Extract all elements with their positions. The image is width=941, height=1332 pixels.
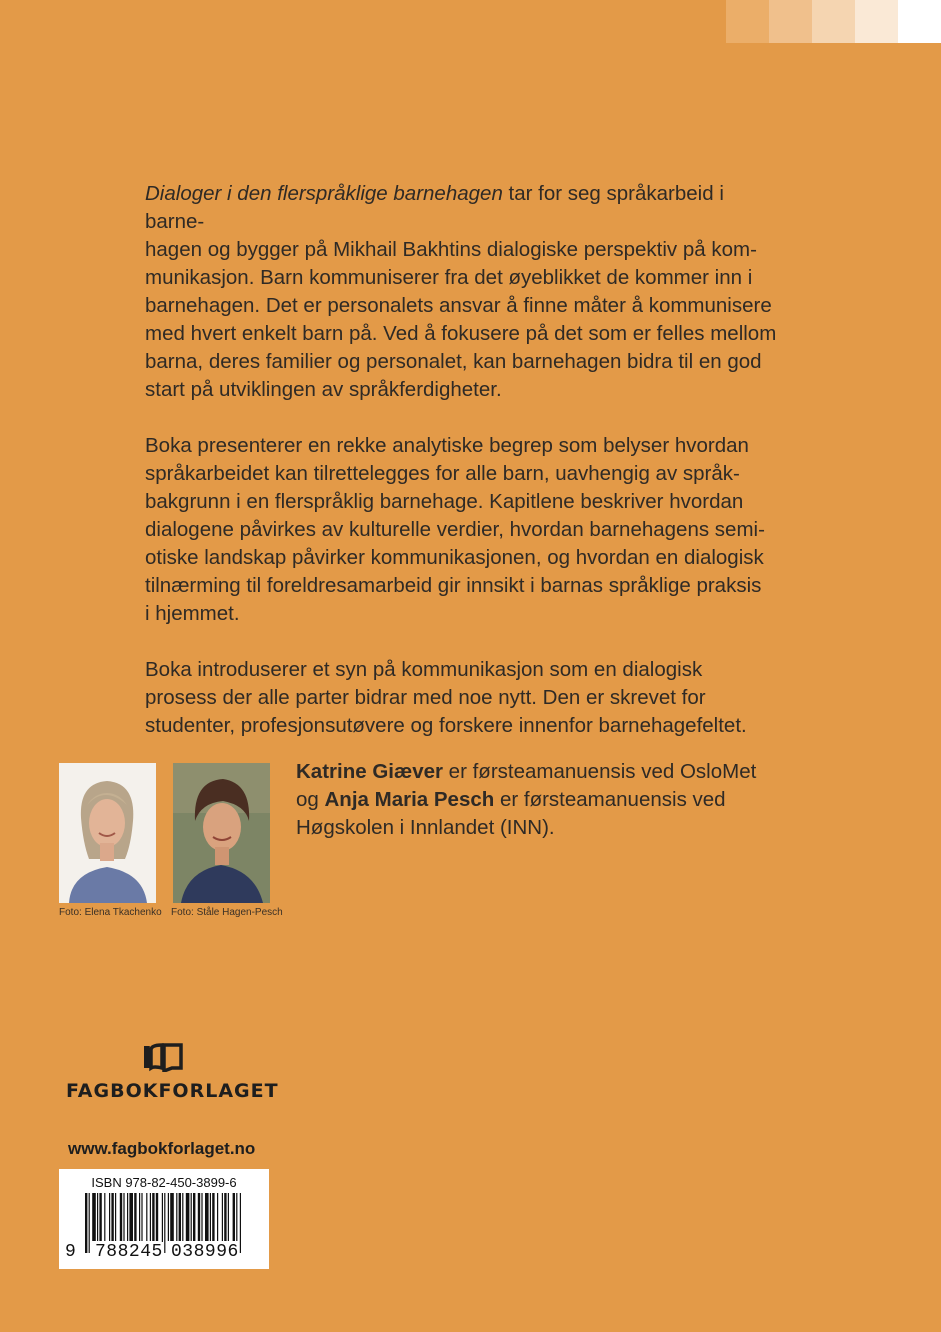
barcode-bar (217, 1193, 218, 1241)
barcode-bar (228, 1193, 229, 1241)
barcode-digit-first: 9 (65, 1242, 77, 1262)
book-description (145, 180, 785, 768)
barcode-bar (205, 1193, 209, 1241)
swatch-4 (855, 0, 898, 43)
photo-credit-1: Foto: Elena Tkachenko (59, 907, 162, 918)
barcode-bar (193, 1193, 195, 1241)
book-logo-icon (142, 1042, 184, 1077)
barcode-bar (127, 1193, 128, 1241)
barcode-bar (111, 1193, 113, 1241)
book-title-italic: Dialoger i den flerspråklige barnehagen (145, 182, 503, 205)
barcode-bar (97, 1193, 98, 1241)
barcode-bar (150, 1193, 151, 1241)
swatch-3 (812, 0, 855, 43)
barcode-bar (85, 1193, 87, 1253)
barcode-bar (212, 1193, 214, 1241)
photo-credit-2: Foto: Ståle Hagen-Pesch (171, 907, 283, 918)
swatch-1 (726, 0, 769, 43)
barcode-bar (224, 1193, 226, 1241)
description-paragraph-1: Dialoger i den flerspråklige barnehagen tar for seg språkarbeid i barne- hagen og bygger på Mikhail Bakhtins dialogiske perspektiv på kom- munikasjon. Barn kommuniserer fra det øyeblikket de kommer inn i barnehagen. Det er personalets ansvar å finne måter å kommunisere med hvert enkelt barn på. Ved å fokusere på det som er felles mellom barna, deres familier og personalet, kan barnehagen bidra til en god start på utviklingen av språkferdigheter. (145, 182, 777, 401)
barcode-bar (170, 1193, 174, 1241)
barcode-bar (176, 1193, 177, 1241)
barcode-bar (156, 1193, 158, 1241)
barcode-bar (236, 1193, 237, 1241)
author-photo-anja (173, 763, 270, 903)
barcode-bar (168, 1193, 169, 1241)
barcode-digits-right: 038996 (171, 1242, 239, 1262)
barcode-bar (191, 1193, 192, 1241)
barcode-bar (139, 1193, 140, 1241)
barcode-bar (201, 1193, 202, 1241)
barcode-digits-left: 788245 (95, 1242, 163, 1262)
barcode-bar (210, 1193, 211, 1241)
barcode-bar (134, 1193, 136, 1241)
barcode-bar (129, 1193, 133, 1241)
barcode-bar (222, 1193, 223, 1241)
barcode-bar (152, 1193, 154, 1241)
barcode-bar (109, 1193, 110, 1241)
barcode-bar (146, 1193, 147, 1241)
swatch-2 (769, 0, 812, 43)
color-swatch-strip (726, 0, 941, 43)
barcode-bar (99, 1193, 101, 1241)
barcode-bar (182, 1193, 183, 1241)
barcode-bar (123, 1193, 124, 1241)
barcode-bar (115, 1193, 116, 1241)
barcode-bar (186, 1193, 190, 1241)
barcode-bar (179, 1193, 181, 1241)
barcode-bar (120, 1193, 122, 1241)
barcode-bar (164, 1193, 165, 1253)
isbn-barcode (59, 1169, 269, 1269)
description-paragraph-3: Boka introduserer et syn på kommunikasjon som en dialogisk prosess der alle parter bidrar med noe nytt. Den er skrevet for studenter, profesjonsutøvere og forskere innenfor barnehagefeltet. (145, 658, 747, 737)
barcode-bar (198, 1193, 200, 1241)
author-bio: Katrine Giæver er førsteamanuensis ved OsloMet og Anja Maria Pesch er førsteamanuensis ved Høgskolen i Innlandet (INN). (296, 760, 757, 839)
description-paragraph-2: Boka presenterer en rekke analytiske begrep som belyser hvordan språkarbeidet kan tilrettelegges for alle barn, uavhengig av språk- bakgrunn i en flerspråklig barnehage. Kapitlene beskriver hvordan dialogene påvirkes av kulturelle verdier, hvordan barnehagens semi- otiske landskap påvirker kommunikasjonen, og hvordan en dialogisk tilnærming til foreldresamarbeid gir innsikt i barnas språklige praksis i hjemmet. (145, 434, 765, 625)
barcode-bar (141, 1193, 142, 1241)
publisher-website-link[interactable]: www.fagbokforlaget.no (68, 1139, 256, 1158)
swatch-5 (898, 0, 941, 43)
barcode-bar (104, 1193, 105, 1241)
barcode-bar (233, 1193, 235, 1241)
barcode-bar (92, 1193, 96, 1241)
author-name-1: Katrine Giæver (296, 760, 443, 783)
barcode-bar (240, 1193, 241, 1253)
isbn-label: ISBN 978-82-450-3899-6 (91, 1175, 237, 1190)
publisher-name: FAGBOKFORLAGET (66, 1080, 279, 1102)
barcode-bar (89, 1193, 90, 1253)
author-photo-katrine (59, 763, 156, 903)
author-name-2: Anja Maria Pesch (324, 788, 495, 811)
